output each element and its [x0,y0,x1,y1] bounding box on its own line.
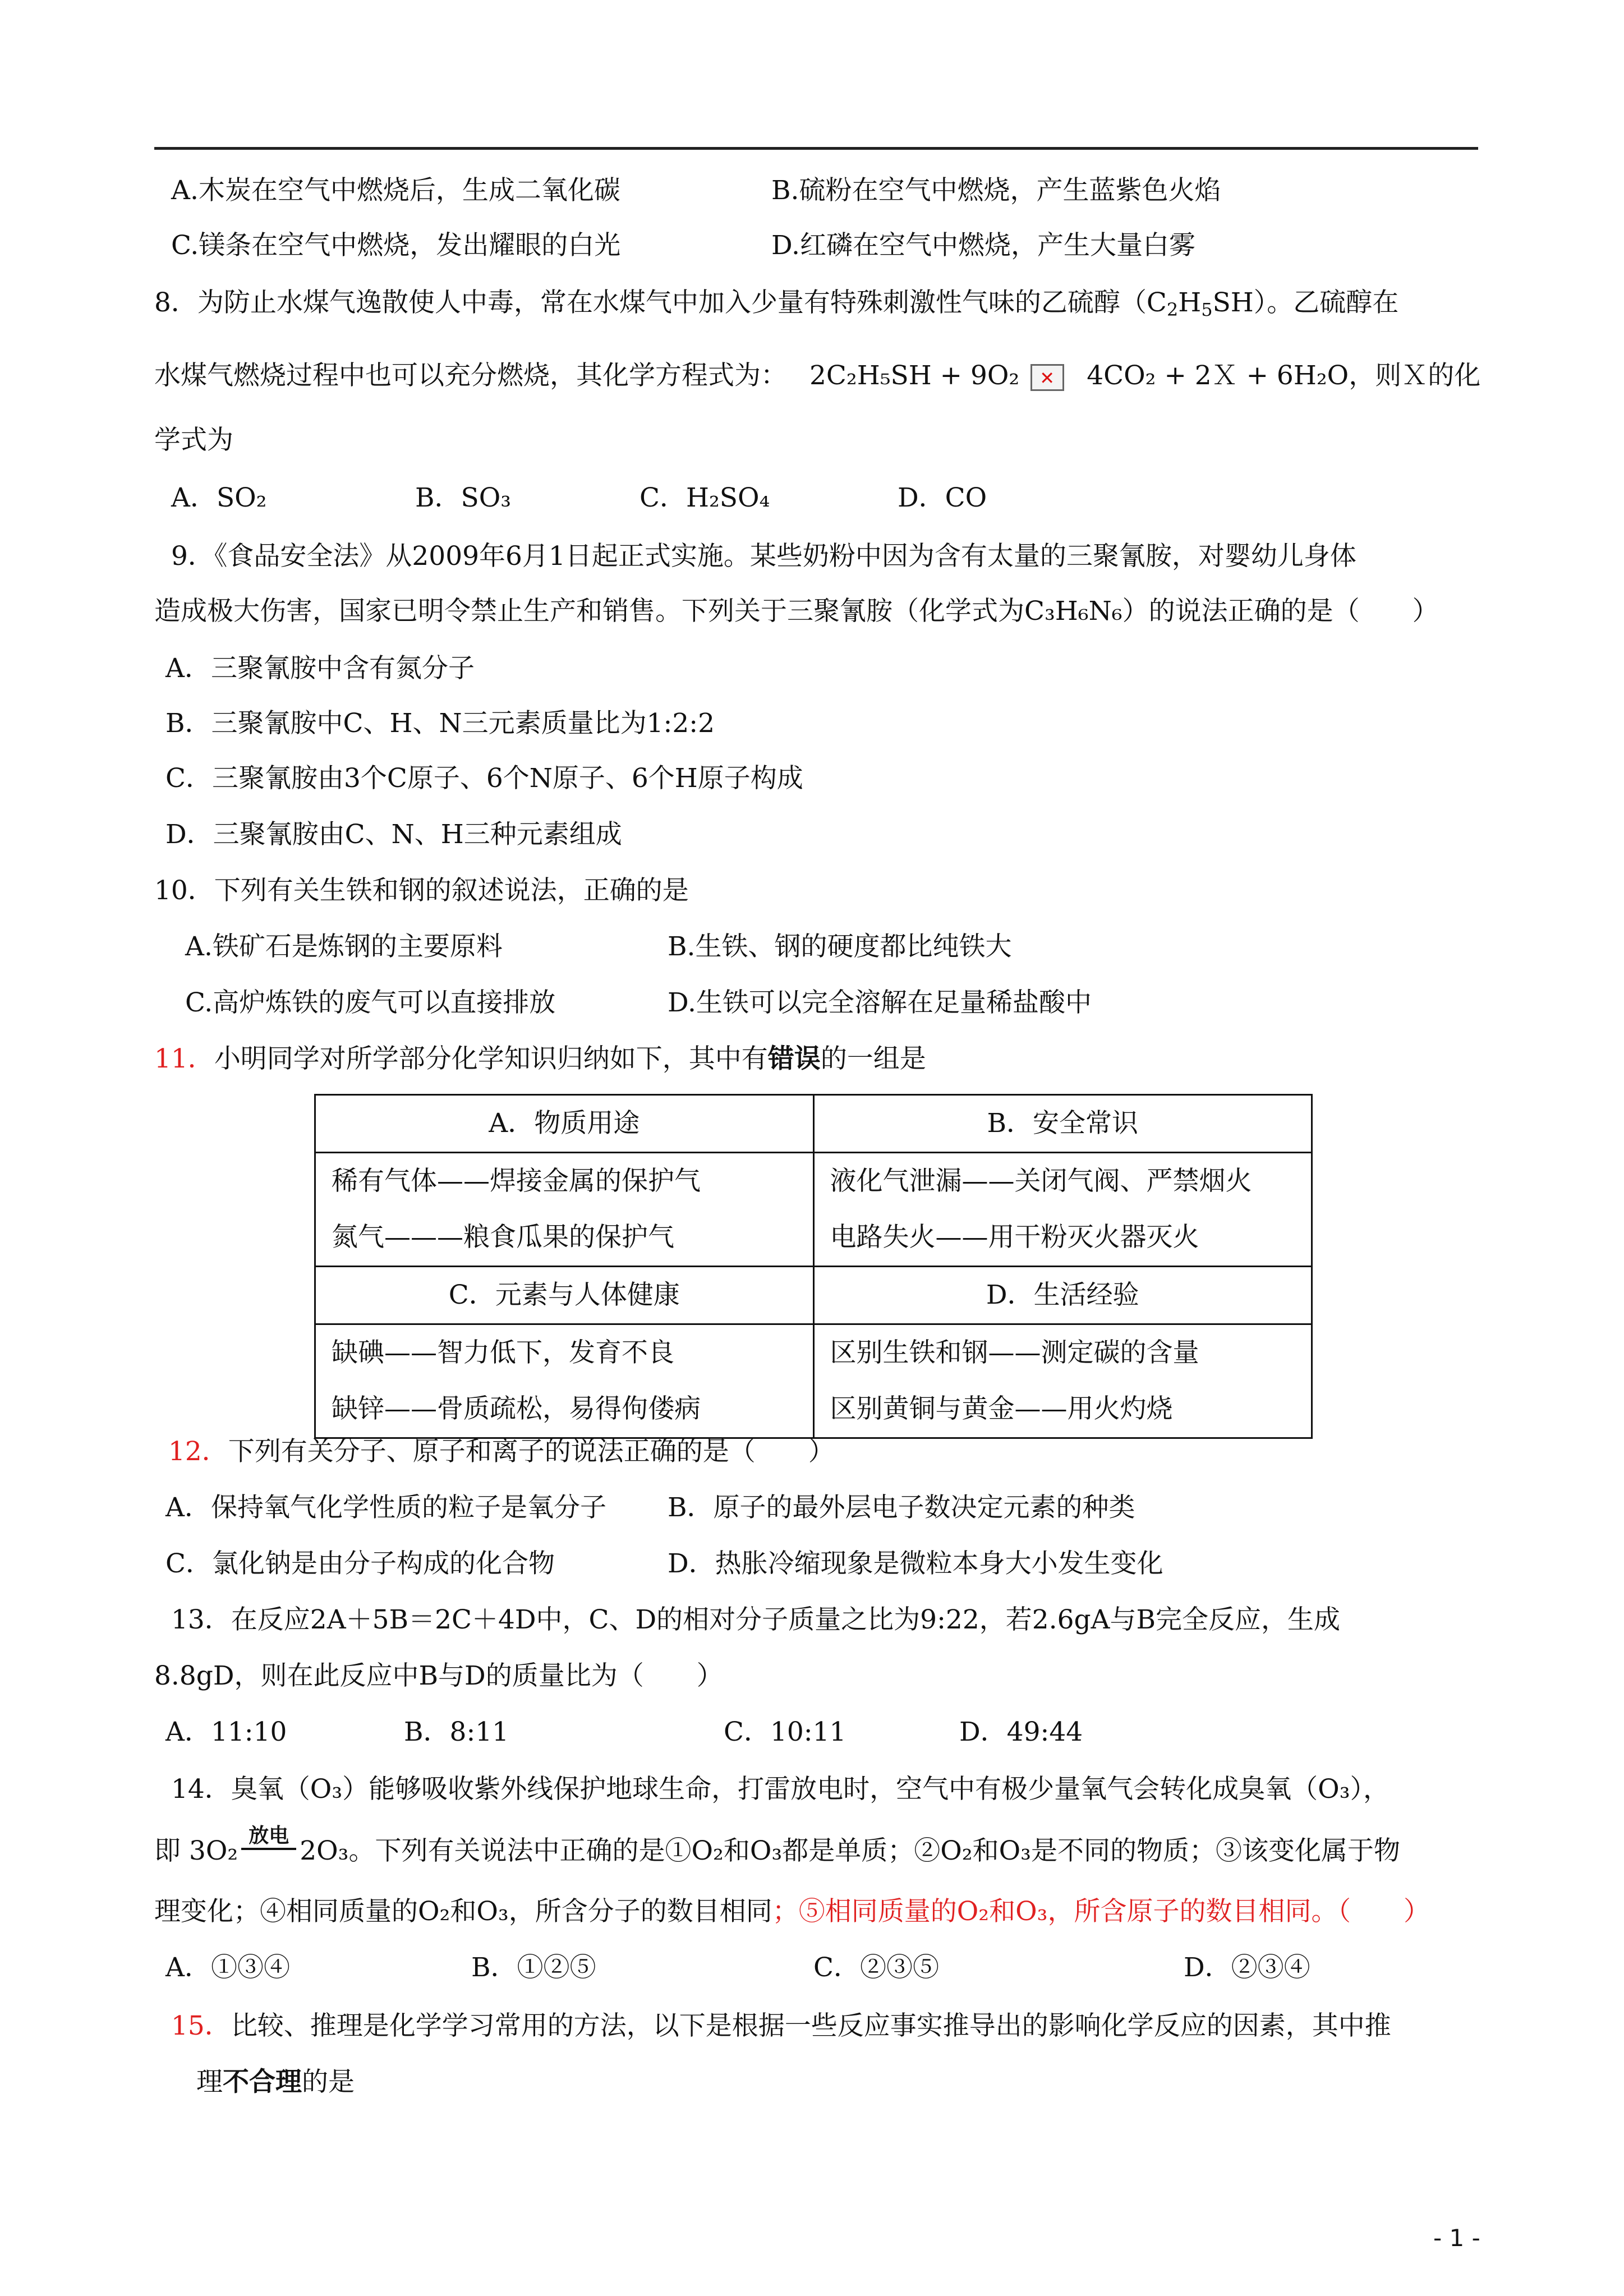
table-cell-a-head: A．物质用途 [315,1095,814,1153]
q13-option-b: B．8:11 [404,1717,509,1747]
q14-line2: 即 3O₂ 放电 2O₃。下列有关说法中正确的是①O₂和O₃都是单质；②O₂和O₃是不同的物质；③该变化属于物 [154,1824,1400,1866]
q9-line2: 造成极大伤害，国家已明令禁止生产和销售。下列关于三聚氰胺（化学式为C₃H₆N₆）的说法正确的是（ ） [154,596,1439,627]
header-rule [154,147,1478,150]
q12-option-d: D．热胀冷缩现象是微粒本身大小发生变化 [668,1548,1163,1579]
q14-option-c: C．②③⑤ [813,1952,939,1983]
q11-stem: 11．小明同学对所学部分化学知识归纳如下，其中有错误的一组是 [154,1043,926,1074]
reaction-arrow-with-condition: 放电 [238,1834,300,1850]
q12-number: 12． [168,1436,228,1467]
q14-option-b: B．①②⑤ [471,1952,596,1983]
table-cell-a-body: 稀有气体——焊接金属的保护气 氮气———粮食瓜果的保护气 [315,1153,814,1267]
q11-number: 11． [154,1043,214,1074]
q12-option-c: C．氯化钠是由分子构成的化合物 [165,1548,555,1579]
q15-line2: 理不合理的是 [196,2067,355,2097]
q8-line2: 水煤气燃烧过程中也可以充分燃烧，其化学方程式为： 2C₂H₅SH + 9O₂✕ 4CO₂ + 2Ｘ + 6H₂O，则Ｘ的化 [154,359,1480,393]
q9-option-c: C．三聚氰胺由3个C原子、6个N原子、6个H原子构成 [165,763,803,794]
table-cell-c-head: C．元素与人体健康 [315,1267,814,1324]
q14-line1: 14．臭氧（O₃）能够吸收紫外线保护地球生命，打雷放电时，空气中有极少量氧气会转化成臭氧（O₃）， [171,1774,1390,1805]
q8-option-b: B．SO₃ [415,482,512,513]
q9-option-b: B．三聚氰胺中C、H、N三元素质量比为1:2:2 [165,708,715,739]
q14-option-a: A．①③④ [165,1952,290,1983]
table-cell-b-body: 液化气泄漏——关闭气阀、严禁烟火 电路失火——用干粉灭火器灭火 [813,1153,1312,1267]
q14-line3: 理变化；④相同质量的O₂和O₃，所含分子的数目相同；⑤相同质量的O₂和O₃，所含原子的数目相同。（ ） [154,1896,1430,1927]
q10-option-b: B.生铁、钢的硬度都比纯铁大 [668,931,1012,962]
missing-equation-image-icon [1030,364,1064,391]
q10-option-d: D.生铁可以完全溶解在足量稀盐酸中 [668,987,1092,1018]
q10-stem: 10．下列有关生铁和钢的叙述说法，正确的是 [154,875,689,906]
q9-line1: 9．《食品安全法》从2009年6月1日起正式实施。某些奶粉中因为含有太量的三聚氰胺，对婴幼儿身体 [171,541,1356,572]
q15-number: 15． [171,2010,231,2041]
q8-line1: 8．为防止水煤气逸散使人中毒，常在水煤气中加入少量有特殊刺激性气味的乙硫醇$(C_2H_5SH)$。乙硫醇在 [154,287,1399,320]
q13-line1: 13．在反应2A＋5B＝2C＋4D中，C、D的相对分子质量之比为9:22，若2.6gA与B完全反应，生成 [171,1604,1341,1635]
q8-option-a: A．SO₂ [171,482,267,513]
table-cell-b-head: B．安全常识 [813,1095,1312,1153]
q11-knowledge-table [314,1094,1313,1439]
q10-option-c: C.高炉炼铁的废气可以直接排放 [185,987,556,1018]
table-cell-d-head: D．生活经验 [813,1267,1312,1324]
q14-option-d: D．②③④ [1184,1952,1310,1983]
q10-option-a: A.铁矿石是炼钢的主要原料 [185,931,503,962]
q12-stem: 12．下列有关分子、原子和离子的说法正确的是（ ） [168,1436,835,1467]
q8-option-d: D．CO [898,482,987,513]
q12-option-b: B．原子的最外层电子数决定元素的种类 [668,1492,1135,1523]
table-cell-c-body: 缺碘——智力低下，发育不良 缺锌——骨质疏松，易得佝偻病 [315,1324,814,1438]
q8-option-c: C．H₂SO₄ [640,482,770,513]
q7-option-d: D.红磷在空气中燃烧，产生大量白雾 [771,230,1195,261]
q13-option-d: D．49:44 [959,1717,1083,1747]
page-number: - 1 - [1433,2224,1480,2252]
q13-option-c: C．10:11 [724,1717,846,1747]
q7-option-c: C.镁条在空气中燃烧，发出耀眼的白光 [171,230,621,261]
q13-line2: 8.8gD，则在此反应中B与D的质量比为（ ） [154,1660,723,1691]
q9-option-d: D．三聚氰胺由C、N、H三种元素组成 [165,819,622,850]
q9-option-a: A．三聚氰胺中含有氮分子 [165,653,475,684]
table-cell-d-body: 区别生铁和钢——测定碳的含量 区别黄铜与黄金——用火灼烧 [813,1324,1312,1438]
q15-line1: 15．比较、推理是化学学习常用的方法，以下是根据一些反应事实推导出的影响化学反应的因素，其中推 [171,2010,1391,2041]
q8-line3: 学式为 [154,425,233,455]
q13-option-a: A．11:10 [165,1717,287,1747]
q7-option-b: B.硫粉在空气中燃烧，产生蓝紫色火焰 [771,175,1221,206]
q7-option-a: A.木炭在空气中燃烧后，生成二氧化碳 [171,175,620,206]
q12-option-a: A．保持氧气化学性质的粒子是氧分子 [165,1492,606,1523]
